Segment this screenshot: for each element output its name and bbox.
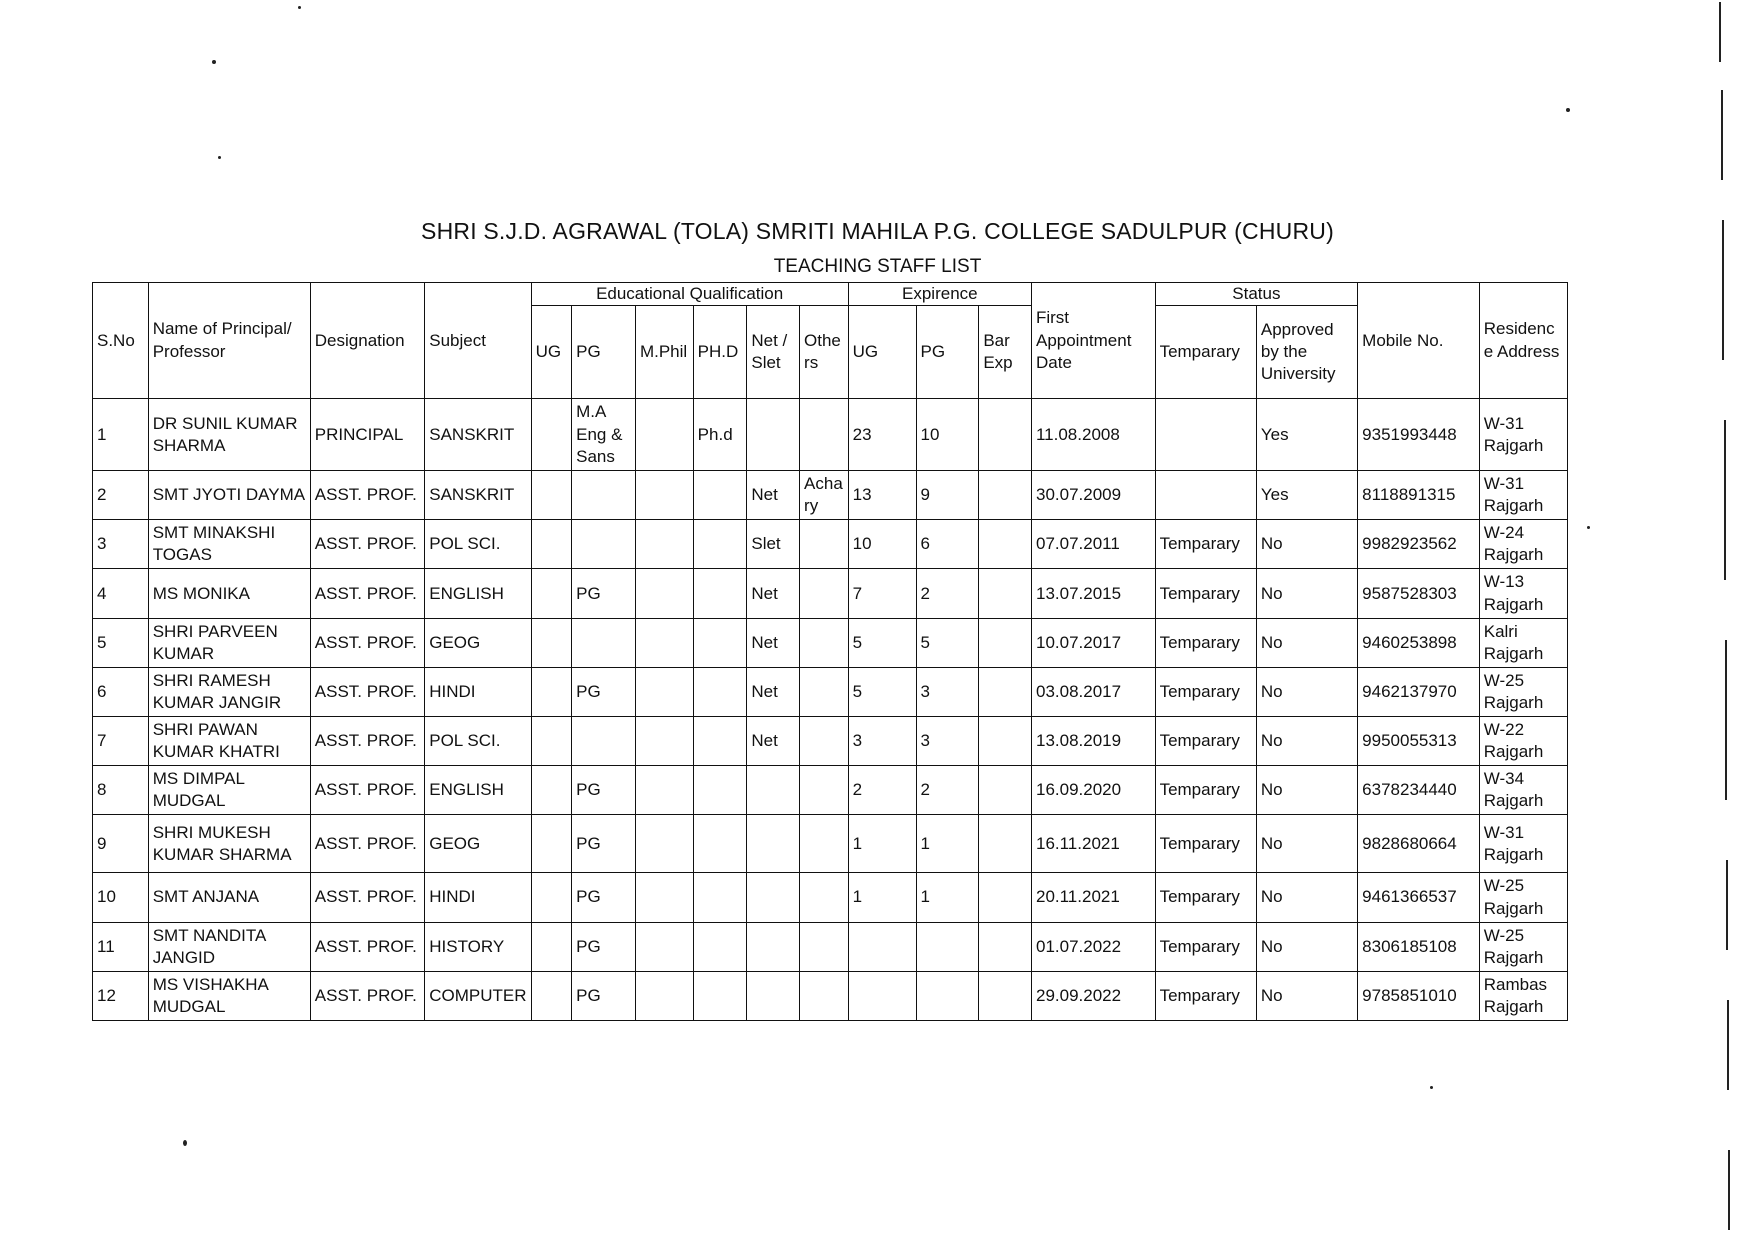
cell-subject: ENGLISH (425, 569, 531, 618)
cell-net-slet (747, 922, 800, 971)
cell-temporary (1155, 399, 1256, 471)
cell-pg (572, 717, 636, 766)
group-header-experience: Expirence (848, 283, 1031, 306)
cell-name: SHRI PARVEEN KUMAR (148, 618, 310, 667)
cell-mobile: 9587528303 (1358, 569, 1480, 618)
cell-subject: POL SCI. (425, 520, 531, 569)
cell-designation: ASST. PROF. (310, 717, 424, 766)
cell-residence: W-13 Rajgarh (1479, 569, 1567, 618)
cell-first-appointment: 10.07.2017 (1031, 618, 1155, 667)
cell-mphil (635, 873, 693, 922)
col-header-phd: PH.D (693, 306, 747, 399)
cell-phd (693, 667, 747, 716)
cell-residence: W-25 Rajgarh (1479, 667, 1567, 716)
cell-others (800, 922, 849, 971)
scan-edge-line (1728, 1150, 1730, 1230)
cell-subject: SANSKRIT (425, 471, 531, 520)
cell-subject: HINDI (425, 667, 531, 716)
cell-exp-ug: 7 (848, 569, 916, 618)
cell-exp-ug: 5 (848, 618, 916, 667)
cell-mphil (635, 569, 693, 618)
cell-residence: Kalri Rajgarh (1479, 618, 1567, 667)
cell-exp-ug: 23 (848, 399, 916, 471)
cell-mphil (635, 766, 693, 815)
cell-first-appointment: 16.09.2020 (1031, 766, 1155, 815)
cell-name: SMT MINAKSHI TOGAS (148, 520, 310, 569)
cell-bar-exp (979, 520, 1032, 569)
cell-designation: ASST. PROF. (310, 815, 424, 873)
cell-mobile: 9462137970 (1358, 667, 1480, 716)
cell-exp-ug: 1 (848, 873, 916, 922)
cell-sno: 6 (93, 667, 149, 716)
cell-exp-pg: 1 (916, 873, 979, 922)
cell-designation: ASST. PROF. (310, 971, 424, 1020)
cell-net-slet (747, 873, 800, 922)
cell-others (800, 618, 849, 667)
table-row (93, 971, 1568, 1020)
cell-others (800, 399, 849, 471)
table-row (93, 766, 1568, 815)
cell-others (800, 667, 849, 716)
scan-speck (1430, 1086, 1433, 1089)
cell-subject: POL SCI. (425, 717, 531, 766)
cell-mphil (635, 399, 693, 471)
cell-approved: Yes (1256, 399, 1357, 471)
cell-sno: 10 (93, 873, 149, 922)
cell-ug (531, 873, 572, 922)
cell-subject: GEOG (425, 618, 531, 667)
cell-mphil (635, 618, 693, 667)
col-header-exp-ug: UG (848, 306, 916, 399)
cell-exp-ug: 2 (848, 766, 916, 815)
cell-mobile: 8118891315 (1358, 471, 1480, 520)
cell-phd (693, 873, 747, 922)
cell-phd (693, 766, 747, 815)
cell-pg (572, 520, 636, 569)
cell-exp-pg: 2 (916, 569, 979, 618)
scan-edge-line (1719, 2, 1721, 62)
scan-speck (298, 6, 301, 9)
cell-sno: 7 (93, 717, 149, 766)
cell-designation: ASST. PROF. (310, 922, 424, 971)
cell-residence: W-34 Rajgarh (1479, 766, 1567, 815)
cell-mphil (635, 717, 693, 766)
cell-others (800, 971, 849, 1020)
cell-residence: W-22 Rajgarh (1479, 717, 1567, 766)
cell-exp-ug: 3 (848, 717, 916, 766)
cell-mobile: 6378234440 (1358, 766, 1480, 815)
cell-temporary: Temparary (1155, 569, 1256, 618)
cell-sno: 12 (93, 971, 149, 1020)
cell-bar-exp (979, 471, 1032, 520)
cell-net-slet: Slet (747, 520, 800, 569)
cell-mphil (635, 667, 693, 716)
cell-first-appointment: 30.07.2009 (1031, 471, 1155, 520)
cell-name: MS DIMPAL MUDGAL (148, 766, 310, 815)
group-header-educational-qualification: Educational Qualification (531, 283, 848, 306)
cell-first-appointment: 13.07.2015 (1031, 569, 1155, 618)
cell-name: SMT NANDITA JANGID (148, 922, 310, 971)
cell-exp-pg: 2 (916, 766, 979, 815)
cell-bar-exp (979, 717, 1032, 766)
cell-others (800, 520, 849, 569)
cell-bar-exp (979, 618, 1032, 667)
cell-ug (531, 922, 572, 971)
cell-name: SHRI PAWAN KUMAR KHATRI (148, 717, 310, 766)
cell-temporary: Temparary (1155, 667, 1256, 716)
cell-others: Acha ry (800, 471, 849, 520)
scan-edge-line (1725, 640, 1727, 800)
cell-others (800, 569, 849, 618)
cell-exp-ug: 13 (848, 471, 916, 520)
cell-exp-pg (916, 971, 979, 1020)
cell-mobile: 9828680664 (1358, 815, 1480, 873)
cell-exp-ug: 1 (848, 815, 916, 873)
cell-approved: No (1256, 618, 1357, 667)
cell-bar-exp (979, 399, 1032, 471)
cell-approved: No (1256, 717, 1357, 766)
cell-first-appointment: 16.11.2021 (1031, 815, 1155, 873)
scan-edge-line (1721, 90, 1723, 180)
cell-residence: W-31 Rajgarh (1479, 815, 1567, 873)
scan-speck (218, 156, 221, 159)
cell-residence: W-25 Rajgarh (1479, 873, 1567, 922)
cell-sno: 5 (93, 618, 149, 667)
table-row (93, 569, 1568, 618)
cell-phd (693, 717, 747, 766)
cell-ug (531, 399, 572, 471)
scan-edge-line (1724, 420, 1726, 580)
cell-ug (531, 766, 572, 815)
cell-ug (531, 717, 572, 766)
cell-net-slet (747, 766, 800, 815)
cell-pg: PG (572, 815, 636, 873)
col-header-bar-exp: Bar Exp (979, 306, 1032, 399)
cell-exp-pg: 3 (916, 717, 979, 766)
cell-first-appointment: 01.07.2022 (1031, 922, 1155, 971)
cell-net-slet: Net (747, 667, 800, 716)
cell-approved: No (1256, 815, 1357, 873)
cell-designation: ASST. PROF. (310, 618, 424, 667)
cell-phd: Ph.d (693, 399, 747, 471)
page-subtitle: TEACHING STAFF LIST (773, 256, 982, 277)
col-header-subject: Subject (425, 283, 531, 399)
cell-temporary (1155, 471, 1256, 520)
cell-first-appointment: 13.08.2019 (1031, 717, 1155, 766)
cell-name: MS VISHAKHA MUDGAL (148, 971, 310, 1020)
cell-bar-exp (979, 815, 1032, 873)
cell-approved: No (1256, 873, 1357, 922)
cell-net-slet: Net (747, 569, 800, 618)
cell-temporary: Temparary (1155, 520, 1256, 569)
cell-sno: 2 (93, 471, 149, 520)
cell-designation: ASST. PROF. (310, 569, 424, 618)
cell-phd (693, 569, 747, 618)
cell-ug (531, 618, 572, 667)
cell-mphil (635, 922, 693, 971)
cell-approved: No (1256, 971, 1357, 1020)
cell-first-appointment: 07.07.2011 (1031, 520, 1155, 569)
scan-edge-line (1726, 860, 1728, 950)
cell-designation: ASST. PROF. (310, 667, 424, 716)
cell-exp-ug: 5 (848, 667, 916, 716)
cell-subject: HISTORY (425, 922, 531, 971)
cell-others (800, 815, 849, 873)
cell-designation: ASST. PROF. (310, 471, 424, 520)
cell-mobile: 9461366537 (1358, 873, 1480, 922)
cell-net-slet: Net (747, 618, 800, 667)
cell-net-slet (747, 815, 800, 873)
cell-bar-exp (979, 922, 1032, 971)
page-title: SHRI S.J.D. AGRAWAL (TOLA) SMRITI MAHILA P.G. COLLEGE SADULPUR (CHURU) (421, 218, 1334, 244)
cell-designation: ASST. PROF. (310, 766, 424, 815)
cell-phd (693, 971, 747, 1020)
col-header-mobile: Mobile No. (1358, 283, 1480, 399)
cell-net-slet (747, 971, 800, 1020)
cell-exp-ug (848, 971, 916, 1020)
cell-mphil (635, 815, 693, 873)
cell-residence: W-31 Rajgarh (1479, 471, 1567, 520)
cell-exp-pg: 9 (916, 471, 979, 520)
cell-approved: No (1256, 922, 1357, 971)
cell-mphil (635, 471, 693, 520)
cell-phd (693, 815, 747, 873)
scan-speck (1566, 108, 1570, 112)
cell-residence: Rambas Rajgarh (1479, 971, 1567, 1020)
cell-residence: W-25 Rajgarh (1479, 922, 1567, 971)
cell-approved: No (1256, 766, 1357, 815)
cell-sno: 8 (93, 766, 149, 815)
cell-bar-exp (979, 667, 1032, 716)
cell-exp-pg: 3 (916, 667, 979, 716)
cell-pg: M.A Eng & Sans (572, 399, 636, 471)
cell-exp-pg: 1 (916, 815, 979, 873)
cell-residence: W-24 Rajgarh (1479, 520, 1567, 569)
cell-sno: 1 (93, 399, 149, 471)
cell-pg: PG (572, 971, 636, 1020)
col-header-ug: UG (531, 306, 572, 399)
cell-designation: ASST. PROF. (310, 873, 424, 922)
cell-ug (531, 471, 572, 520)
cell-designation: PRINCIPAL (310, 399, 424, 471)
cell-temporary: Temparary (1155, 873, 1256, 922)
table-row (93, 922, 1568, 971)
col-header-net-slet: Net / Slet (747, 306, 800, 399)
cell-pg (572, 471, 636, 520)
cell-sno: 3 (93, 520, 149, 569)
cell-temporary: Temparary (1155, 618, 1256, 667)
cell-sno: 9 (93, 815, 149, 873)
cell-ug (531, 569, 572, 618)
cell-ug (531, 815, 572, 873)
cell-first-appointment: 11.08.2008 (1031, 399, 1155, 471)
cell-exp-pg: 6 (916, 520, 979, 569)
col-header-pg: PG (572, 306, 636, 399)
scan-speck (1587, 526, 1590, 529)
col-header-residence: Residence Address (1479, 283, 1567, 399)
scan-speck (183, 1140, 187, 1146)
table-row (93, 520, 1568, 569)
col-header-sno: S.No (93, 283, 149, 399)
cell-name: SHRI MUKESH KUMAR SHARMA (148, 815, 310, 873)
cell-subject: HINDI (425, 873, 531, 922)
cell-mphil (635, 520, 693, 569)
cell-residence: W-31 Rajgarh (1479, 399, 1567, 471)
group-header-row (93, 283, 1568, 306)
cell-mobile: 9460253898 (1358, 618, 1480, 667)
cell-net-slet: Net (747, 471, 800, 520)
cell-bar-exp (979, 873, 1032, 922)
col-header-first-appointment: First Appointment Date (1031, 283, 1155, 399)
cell-exp-ug: 10 (848, 520, 916, 569)
cell-exp-pg (916, 922, 979, 971)
table-row (93, 618, 1568, 667)
cell-phd (693, 471, 747, 520)
col-header-approved: Approved by the University (1256, 306, 1357, 399)
cell-sno: 11 (93, 922, 149, 971)
col-header-name: Name of Principal/ Professor (148, 283, 310, 399)
cell-mobile: 9785851010 (1358, 971, 1480, 1020)
cell-pg: PG (572, 667, 636, 716)
cell-temporary: Temparary (1155, 971, 1256, 1020)
cell-sno: 4 (93, 569, 149, 618)
cell-name: SMT JYOTI DAYMA (148, 471, 310, 520)
cell-first-appointment: 03.08.2017 (1031, 667, 1155, 716)
cell-subject: COMPUTER (425, 971, 531, 1020)
cell-name: SHRI RAMESH KUMAR JANGIR (148, 667, 310, 716)
cell-approved: No (1256, 569, 1357, 618)
cell-bar-exp (979, 766, 1032, 815)
cell-name: SMT ANJANA (148, 873, 310, 922)
col-header-temporary: Temparary (1155, 306, 1256, 399)
cell-mobile: 9982923562 (1358, 520, 1480, 569)
cell-temporary: Temparary (1155, 717, 1256, 766)
cell-others (800, 873, 849, 922)
cell-ug (531, 667, 572, 716)
cell-exp-pg: 10 (916, 399, 979, 471)
cell-others (800, 766, 849, 815)
cell-exp-pg: 5 (916, 618, 979, 667)
cell-phd (693, 922, 747, 971)
cell-ug (531, 520, 572, 569)
cell-pg: PG (572, 922, 636, 971)
cell-pg (572, 618, 636, 667)
cell-mobile: 9950055313 (1358, 717, 1480, 766)
col-header-others: Othe rs (800, 306, 849, 399)
scan-edge-line (1727, 1000, 1729, 1090)
cell-bar-exp (979, 971, 1032, 1020)
cell-phd (693, 520, 747, 569)
table-row (93, 667, 1568, 716)
cell-bar-exp (979, 569, 1032, 618)
cell-pg: PG (572, 569, 636, 618)
table-row (93, 873, 1568, 922)
cell-subject: ENGLISH (425, 766, 531, 815)
cell-approved: Yes (1256, 471, 1357, 520)
cell-approved: No (1256, 667, 1357, 716)
cell-approved: No (1256, 520, 1357, 569)
cell-temporary: Temparary (1155, 815, 1256, 873)
cell-net-slet: Net (747, 717, 800, 766)
table-row (93, 399, 1568, 471)
cell-others (800, 717, 849, 766)
cell-name: MS MONIKA (148, 569, 310, 618)
cell-subject: SANSKRIT (425, 399, 531, 471)
table-row (93, 471, 1568, 520)
cell-temporary: Temparary (1155, 766, 1256, 815)
cell-phd (693, 618, 747, 667)
staff-table (92, 282, 1568, 1021)
cell-subject: GEOG (425, 815, 531, 873)
cell-first-appointment: 20.11.2021 (1031, 873, 1155, 922)
cell-first-appointment: 29.09.2022 (1031, 971, 1155, 1020)
cell-pg: PG (572, 873, 636, 922)
cell-pg: PG (572, 766, 636, 815)
cell-name: DR SUNIL KUMAR SHARMA (148, 399, 310, 471)
cell-ug (531, 971, 572, 1020)
cell-mobile: 9351993448 (1358, 399, 1480, 471)
staff-table-body (93, 399, 1568, 1021)
col-header-mphil: M.Phil (635, 306, 693, 399)
table-row (93, 717, 1568, 766)
cell-mobile: 8306185108 (1358, 922, 1480, 971)
cell-exp-ug (848, 922, 916, 971)
scan-speck (212, 60, 216, 64)
cell-temporary: Temparary (1155, 922, 1256, 971)
table-row (93, 815, 1568, 873)
cell-net-slet (747, 399, 800, 471)
group-header-status: Status (1155, 283, 1358, 306)
cell-designation: ASST. PROF. (310, 520, 424, 569)
col-header-designation: Designation (310, 283, 424, 399)
cell-mphil (635, 971, 693, 1020)
col-header-exp-pg: PG (916, 306, 979, 399)
